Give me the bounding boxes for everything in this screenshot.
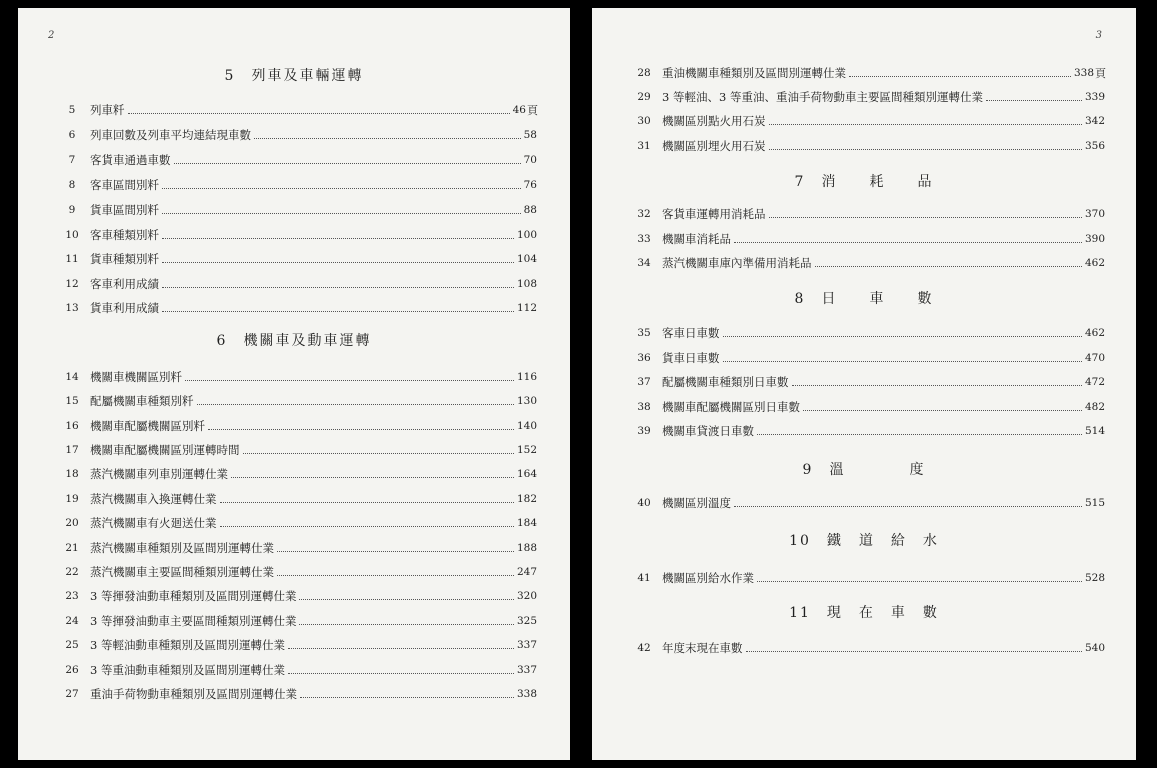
entry-title: 列車粁: [90, 103, 125, 117]
dot-leader: [254, 138, 521, 139]
dot-leader: [300, 697, 514, 698]
entry-page: 184: [516, 517, 537, 529]
entry-title: 客車日車數: [662, 326, 720, 340]
entry-title: 貨車日車數: [662, 351, 720, 365]
dot-leader: [231, 477, 514, 478]
entry-title: 3 等重油動車種類別及區間別運轉仕業: [90, 663, 285, 677]
dot-leader: [757, 581, 1082, 582]
entry-page: 472: [1084, 376, 1105, 388]
entry-title: 3 等輕油動車種類別及區間別運轉仕業: [90, 638, 285, 652]
entry-page: 540: [1084, 642, 1105, 654]
toc-entry: [630, 323, 1106, 343]
entry-title: 3 等揮發油動車種類別及區間別運轉仕業: [90, 589, 297, 603]
toc-entry: [630, 493, 1106, 513]
page-number: 3: [1095, 30, 1102, 41]
entry-page: 462: [1084, 327, 1105, 339]
entry-page: 338: [1073, 67, 1094, 79]
dot-leader: [792, 385, 1082, 386]
entry-title: 年度末現在車數: [662, 641, 743, 655]
entry-title: 蒸汽機關車庫內準備用消耗品: [662, 256, 812, 270]
entry-title: 重油機關車種類別及區間別運轉仕業: [662, 66, 846, 80]
dot-leader: [162, 238, 514, 239]
entry-page: 337: [516, 639, 537, 651]
entry-number: 26: [65, 664, 79, 676]
entry-number: 42: [637, 642, 651, 654]
entry-page: 462: [1084, 257, 1105, 269]
toc-entry: [58, 100, 538, 120]
toc-entry: [630, 136, 1106, 156]
dot-leader: [220, 502, 514, 503]
dot-leader: [849, 76, 1071, 77]
toc-entry: [630, 87, 1106, 107]
toc-entry: [58, 562, 538, 582]
section-heading: 9 溫 度: [802, 462, 926, 478]
section-heading: 11 現 在 車 數: [789, 605, 939, 621]
entry-title: 機關車貸渡日車數: [662, 424, 754, 438]
entry-number: 5: [68, 104, 76, 116]
toc-entry: [58, 635, 538, 655]
entry-number: 14: [65, 371, 79, 383]
entry-number: 38: [637, 401, 651, 413]
toc-entry: [58, 298, 538, 318]
toc-entry: [630, 204, 1106, 224]
entry-page: 390: [1084, 233, 1105, 245]
dot-leader: [162, 213, 521, 214]
entry-page: 70: [523, 154, 537, 166]
entry-title: 客車利用成績: [90, 277, 159, 291]
dot-leader: [723, 361, 1082, 362]
entry-page: 188: [516, 542, 537, 554]
entry-page: 152: [516, 444, 537, 456]
entry-number: 28: [637, 67, 651, 79]
entry-number: 33: [637, 233, 651, 245]
entry-number: 12: [65, 278, 79, 290]
entry-number: 22: [65, 566, 79, 578]
entry-page: 342: [1084, 115, 1105, 127]
entry-title: 3 等揮發油動車主要區間種類別運轉仕業: [90, 614, 297, 628]
dot-leader: [197, 404, 514, 405]
entry-number: 10: [65, 229, 79, 241]
entry-title: 機關車配屬機關區別運轉時間: [90, 443, 240, 457]
toc-entry: [630, 372, 1106, 392]
dot-leader: [769, 217, 1082, 218]
toc-entry: [58, 611, 538, 631]
dot-leader: [769, 149, 1082, 150]
entry-number: 9: [68, 204, 76, 216]
section-heading: 7 消 耗 品: [794, 174, 934, 190]
dot-leader: [277, 551, 514, 552]
section-heading: 8 日 車 數: [794, 291, 934, 307]
entry-number: 25: [65, 639, 79, 651]
dot-leader: [803, 410, 1082, 411]
entry-title: 列車回數及列車平均連結現車數: [90, 128, 251, 142]
entry-page: 100: [516, 229, 537, 241]
entry-title: 重油手荷物動車種類別及區間別運轉仕業: [90, 687, 297, 701]
entry-page: 247: [516, 566, 537, 578]
entry-page: 515: [1084, 497, 1105, 509]
entry-title: 客車區間別粁: [90, 178, 159, 192]
entry-number: 29: [637, 91, 651, 103]
dot-leader: [243, 453, 514, 454]
page-number: 2: [48, 30, 55, 41]
toc-entry: [58, 440, 538, 460]
toc-entry: [58, 249, 538, 269]
entry-number: 19: [65, 493, 79, 505]
toc-entry: [58, 175, 538, 195]
dot-leader: [723, 336, 1082, 337]
entry-number: 41: [637, 572, 651, 584]
entry-page: 140: [516, 420, 537, 432]
dot-leader: [288, 673, 514, 674]
dot-leader: [757, 434, 1082, 435]
toc-entry: [58, 416, 538, 436]
dot-leader: [299, 624, 513, 625]
entry-page: 116: [516, 371, 537, 383]
entry-page: 182: [516, 493, 537, 505]
toc-entry: [58, 684, 538, 704]
entry-number: 13: [65, 302, 79, 314]
entry-page: 320: [516, 590, 537, 602]
entry-page: 58: [523, 129, 537, 141]
entry-number: 21: [65, 542, 79, 554]
toc-entry: [58, 274, 538, 294]
dot-leader: [220, 526, 514, 527]
entry-title: 配屬機關車種類別粁: [90, 394, 194, 408]
dot-leader: [299, 599, 513, 600]
toc-entry: [58, 225, 538, 245]
section-heading: 10 鐵 道 給 水: [789, 533, 939, 549]
entry-page: 325: [516, 615, 537, 627]
dot-leader: [815, 266, 1082, 267]
entry-title: 蒸汽機關車入換運轉仕業: [90, 492, 217, 506]
toc-entry: [58, 586, 538, 606]
entry-number: 18: [65, 468, 79, 480]
toc-entry: [58, 513, 538, 533]
entry-page: 164: [516, 468, 537, 480]
entry-page: 482: [1084, 401, 1105, 413]
entry-title: 蒸汽機關車主要區間種類別運轉仕業: [90, 565, 274, 579]
entry-title: 客貨車通過車數: [90, 153, 171, 167]
right-page: [592, 8, 1136, 760]
entry-page: 370: [1084, 208, 1105, 220]
entry-page: 339: [1084, 91, 1105, 103]
toc-entry: [58, 150, 538, 170]
entry-number: 23: [65, 590, 79, 602]
toc-entry: [58, 660, 538, 680]
dot-leader: [288, 648, 514, 649]
dot-leader: [746, 651, 1082, 652]
entry-number: 31: [637, 140, 651, 152]
toc-entry: [58, 464, 538, 484]
dot-leader: [277, 575, 514, 576]
toc-entry: [630, 63, 1106, 83]
toc-entry: [58, 489, 538, 509]
entry-page: 470: [1084, 352, 1105, 364]
entry-number: 15: [65, 395, 79, 407]
dot-leader: [162, 188, 521, 189]
entry-number: 34: [637, 257, 651, 269]
entry-title: 機關車配屬機關區別日車數: [662, 400, 800, 414]
dot-leader: [162, 262, 514, 263]
toc-entry: [630, 348, 1106, 368]
entry-number: 17: [65, 444, 79, 456]
toc-entry: [58, 391, 538, 411]
entry-number: 37: [637, 376, 651, 388]
dot-leader: [162, 287, 514, 288]
entry-title: 機關區別埋火用石炭: [662, 139, 766, 153]
entry-title: 機關區別溫度: [662, 496, 731, 510]
entry-number: 20: [65, 517, 79, 529]
entry-number: 7: [68, 154, 76, 166]
entry-title: 貨車利用成績: [90, 301, 159, 315]
entry-title: 機關區別點火用石炭: [662, 114, 766, 128]
dot-leader: [174, 163, 521, 164]
dot-leader: [128, 113, 510, 114]
entry-number: 32: [637, 208, 651, 220]
entry-title: 蒸汽機關車種類別及區間別運轉仕業: [90, 541, 274, 555]
entry-page: 338: [516, 688, 537, 700]
entry-number: 16: [65, 420, 79, 432]
entry-number: 27: [65, 688, 79, 700]
dot-leader: [734, 242, 1082, 243]
dot-leader: [162, 311, 514, 312]
entry-number: 8: [68, 179, 76, 191]
entry-page: 337: [516, 664, 537, 676]
entry-number: 36: [637, 352, 651, 364]
entry-page-unit: 頁: [527, 104, 538, 117]
entry-page: 356: [1084, 140, 1105, 152]
entry-page: 514: [1084, 425, 1105, 437]
section-heading: 6 機關車及動車運轉: [216, 333, 372, 349]
entry-number: 24: [65, 615, 79, 627]
entry-page: 104: [516, 253, 537, 265]
entry-page-unit: 頁: [1095, 67, 1106, 80]
toc-entry: [630, 638, 1106, 658]
entry-page: 46: [512, 104, 526, 116]
toc-entry: [630, 111, 1106, 131]
entry-number: 30: [637, 115, 651, 127]
toc-entry: [630, 421, 1106, 441]
entry-title: 配屬機關車種類別日車數: [662, 375, 789, 389]
toc-entry: [630, 229, 1106, 249]
dot-leader: [734, 506, 1082, 507]
entry-number: 11: [65, 253, 79, 265]
entry-number: 40: [637, 497, 651, 509]
entry-title: 機關車消耗品: [662, 232, 731, 246]
entry-page: 112: [516, 302, 537, 314]
entry-title: 貨車區間別粁: [90, 203, 159, 217]
toc-entry: [58, 367, 538, 387]
dot-leader: [208, 429, 514, 430]
toc-entry: [58, 200, 538, 220]
entry-page: 88: [523, 204, 537, 216]
dot-leader: [986, 100, 1082, 101]
entry-title: 客車種類別粁: [90, 228, 159, 242]
entry-title: 蒸汽機關車有火廻送仕業: [90, 516, 217, 530]
entry-page: 108: [516, 278, 537, 290]
left-page: [18, 8, 570, 760]
dot-leader: [769, 124, 1082, 125]
entry-title: 蒸汽機關車列車別運轉仕業: [90, 467, 228, 481]
entry-page: 130: [516, 395, 537, 407]
entry-title: 3 等輕油、3 等重油、重油手荷物動車主要區間種類別運轉仕業: [662, 90, 983, 104]
entry-title: 機關區別給水作業: [662, 571, 754, 585]
dot-leader: [185, 380, 514, 381]
entry-title: 貨車種類別粁: [90, 252, 159, 266]
entry-title: 客貨車運轉用消耗品: [662, 207, 766, 221]
toc-entry: [630, 253, 1106, 273]
toc-entry: [58, 125, 538, 145]
section-heading: 5 列車及車輛運轉: [224, 68, 364, 84]
entry-title: 機關車配屬機關區別粁: [90, 419, 205, 433]
entry-page: 528: [1084, 572, 1105, 584]
entry-title: 機關車機關區別粁: [90, 370, 182, 384]
entry-number: 39: [637, 425, 651, 437]
entry-number: 35: [637, 327, 651, 339]
entry-page: 76: [523, 179, 537, 191]
toc-entry: [630, 568, 1106, 588]
toc-entry: [58, 538, 538, 558]
toc-entry: [630, 397, 1106, 417]
entry-number: 6: [68, 129, 76, 141]
